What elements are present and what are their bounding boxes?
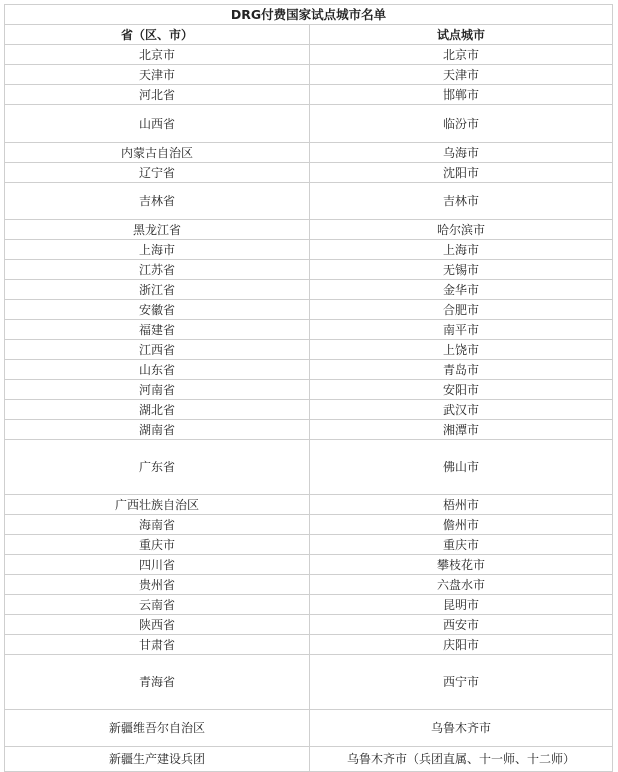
city-cell: 临汾市 (310, 105, 613, 143)
table-row (5, 105, 613, 143)
province-cell: 海南省 (5, 515, 310, 535)
city-cell: 安阳市 (310, 380, 613, 400)
table-row (5, 400, 613, 420)
table-row (5, 65, 613, 85)
table-row (5, 655, 613, 710)
table-row (5, 143, 613, 163)
city-cell: 湘潭市 (310, 420, 613, 440)
pilot-cities-table (4, 4, 613, 772)
table-row (5, 575, 613, 595)
city-cell: 庆阳市 (310, 635, 613, 655)
table-row (5, 163, 613, 183)
province-cell: 吉林省 (5, 183, 310, 220)
city-cell: 乌鲁木齐市 (310, 710, 613, 747)
province-cell: 天津市 (5, 65, 310, 85)
province-cell: 江西省 (5, 340, 310, 360)
province-cell: 新疆维吾尔自治区 (5, 710, 310, 747)
city-cell: 武汉市 (310, 400, 613, 420)
province-cell: 贵州省 (5, 575, 310, 595)
province-cell: 北京市 (5, 45, 310, 65)
city-cell: 西安市 (310, 615, 613, 635)
city-cell: 合肥市 (310, 300, 613, 320)
city-cell: 哈尔滨市 (310, 220, 613, 240)
table-body (5, 45, 613, 772)
province-cell: 陕西省 (5, 615, 310, 635)
city-cell: 上海市 (310, 240, 613, 260)
province-cell: 甘肃省 (5, 635, 310, 655)
province-cell: 湖北省 (5, 400, 310, 420)
table-row (5, 240, 613, 260)
province-cell: 青海省 (5, 655, 310, 710)
table-row (5, 85, 613, 105)
city-cell: 乌鲁木齐市（兵团直属、十一师、十二师） (310, 747, 613, 772)
province-cell: 河南省 (5, 380, 310, 400)
table-row (5, 183, 613, 220)
table-row (5, 300, 613, 320)
city-cell: 吉林市 (310, 183, 613, 220)
table-title-row (5, 5, 613, 25)
province-cell: 山东省 (5, 360, 310, 380)
city-cell: 儋州市 (310, 515, 613, 535)
city-cell: 青岛市 (310, 360, 613, 380)
city-cell: 六盘水市 (310, 575, 613, 595)
city-cell: 梧州市 (310, 495, 613, 515)
province-cell: 内蒙古自治区 (5, 143, 310, 163)
city-cell: 佛山市 (310, 440, 613, 495)
table-row (5, 280, 613, 300)
province-cell: 江苏省 (5, 260, 310, 280)
city-cell: 重庆市 (310, 535, 613, 555)
table-row (5, 220, 613, 240)
province-cell: 福建省 (5, 320, 310, 340)
province-cell: 四川省 (5, 555, 310, 575)
province-cell: 黑龙江省 (5, 220, 310, 240)
city-cell: 攀枝花市 (310, 555, 613, 575)
city-cell: 邯郸市 (310, 85, 613, 105)
table-row (5, 535, 613, 555)
city-cell: 西宁市 (310, 655, 613, 710)
table-row (5, 495, 613, 515)
province-cell: 辽宁省 (5, 163, 310, 183)
city-cell: 北京市 (310, 45, 613, 65)
province-cell: 广东省 (5, 440, 310, 495)
table-row (5, 260, 613, 280)
city-cell: 金华市 (310, 280, 613, 300)
province-cell: 广西壮族自治区 (5, 495, 310, 515)
table-row (5, 360, 613, 380)
table-row (5, 615, 613, 635)
table-row (5, 440, 613, 495)
province-cell: 上海市 (5, 240, 310, 260)
table-row (5, 420, 613, 440)
province-cell: 重庆市 (5, 535, 310, 555)
province-cell: 云南省 (5, 595, 310, 615)
table-row (5, 747, 613, 772)
table-header-row (5, 25, 613, 45)
table-row (5, 515, 613, 535)
province-cell: 河北省 (5, 85, 310, 105)
header-province: 省（区、市） (5, 25, 310, 45)
city-cell: 无锡市 (310, 260, 613, 280)
document-page (4, 4, 612, 772)
table-row (5, 635, 613, 655)
table-row (5, 45, 613, 65)
city-cell: 沈阳市 (310, 163, 613, 183)
province-cell: 湖南省 (5, 420, 310, 440)
city-cell: 昆明市 (310, 595, 613, 615)
province-cell: 新疆生产建设兵团 (5, 747, 310, 772)
header-city: 试点城市 (310, 25, 613, 45)
city-cell: 乌海市 (310, 143, 613, 163)
table-row (5, 710, 613, 747)
table-title: DRG付费国家试点城市名单 (5, 5, 613, 25)
table-row (5, 555, 613, 575)
table-row (5, 320, 613, 340)
city-cell: 天津市 (310, 65, 613, 85)
table-row (5, 380, 613, 400)
province-cell: 安徽省 (5, 300, 310, 320)
city-cell: 上饶市 (310, 340, 613, 360)
city-cell: 南平市 (310, 320, 613, 340)
province-cell: 浙江省 (5, 280, 310, 300)
province-cell: 山西省 (5, 105, 310, 143)
table-row (5, 340, 613, 360)
table-row (5, 595, 613, 615)
